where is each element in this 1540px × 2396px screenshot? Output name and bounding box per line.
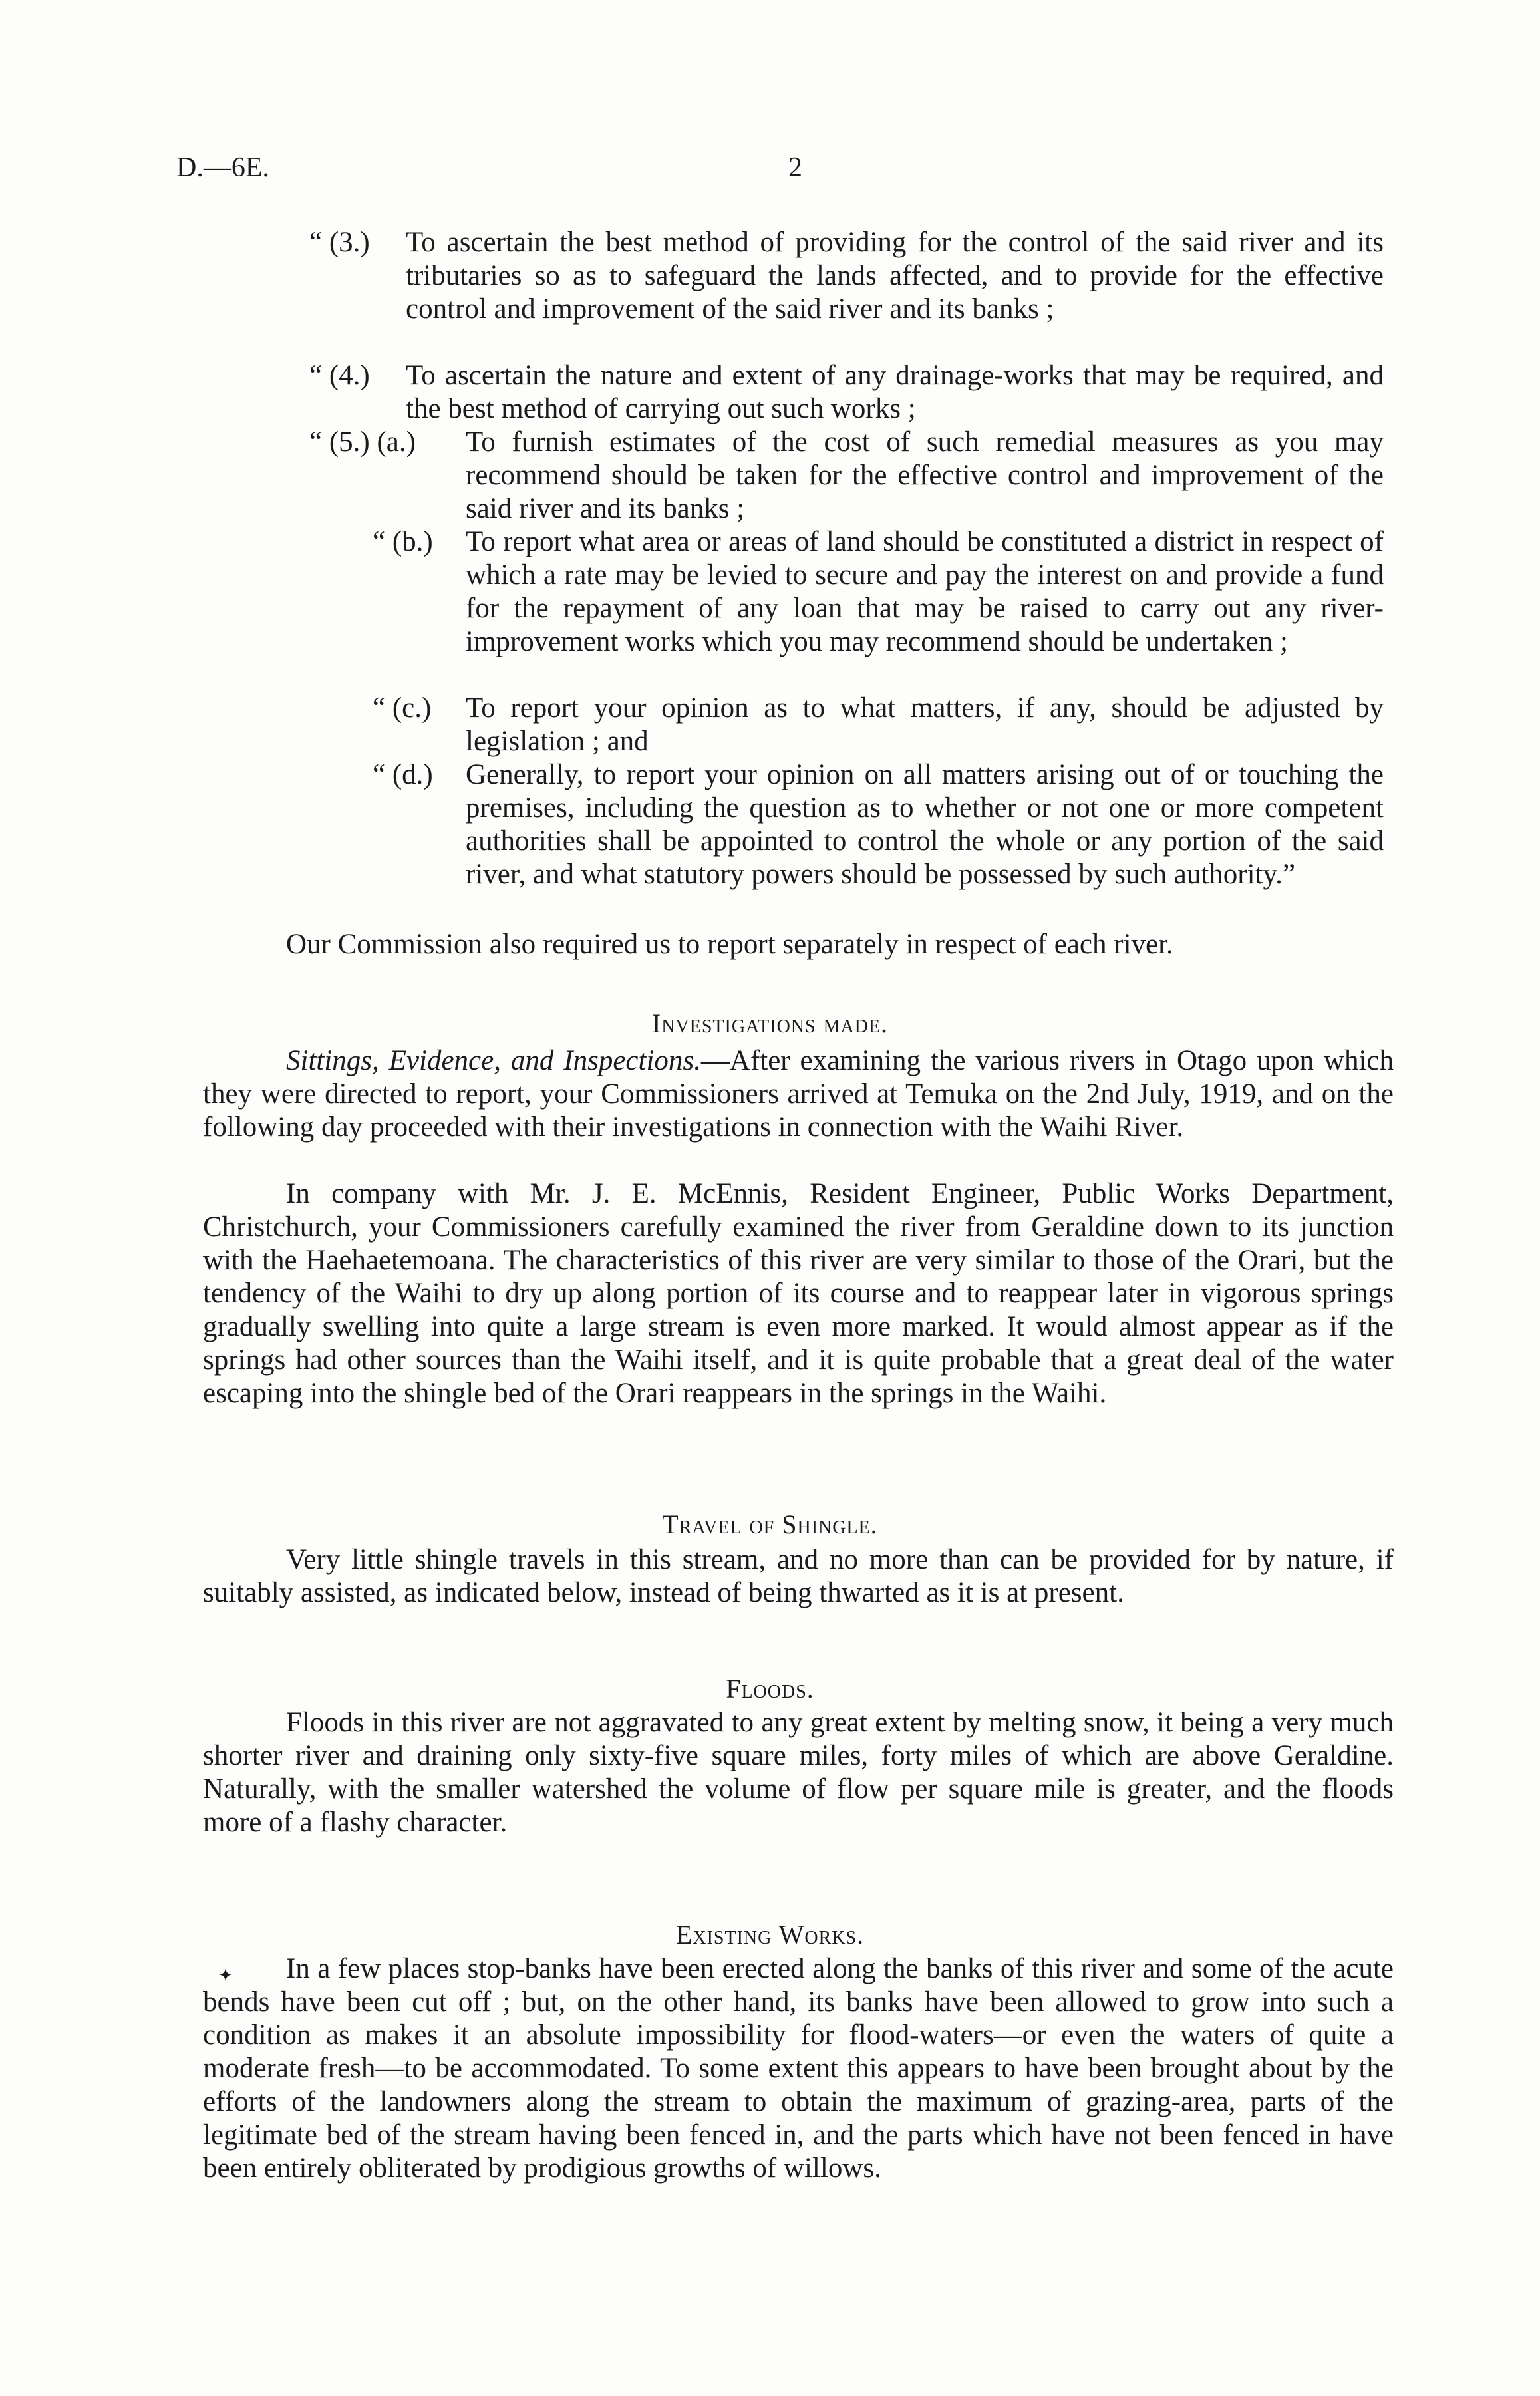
paragraph: Floods in this river are not aggravated to any great extent by melting snow, it being a very much shorter river and draining only sixty-five square miles, forty miles of which are above Geraldine. Naturally, with the smaller watershed the volume of flow per square mile is greater, and the floods more of a flashy character. [203, 1707, 1394, 1838]
paragraph [203, 1044, 1394, 1144]
clause-4 [406, 359, 1384, 426]
clause-5b [466, 525, 1384, 659]
clause-5c [466, 692, 1384, 758]
section-heading: Floods. [726, 1674, 814, 1704]
clause-label: “ (5.) (a.) [309, 426, 416, 458]
page-number: 2 [788, 152, 802, 183]
clause-label: “ (d.) [373, 759, 433, 790]
paragraph: In company with Mr. J. E. McEnnis, Resident Engineer, Public Works Department, Christchurch, your Commissioners carefully examined the river from Geraldine down to its junction with the Haehaetemoana. The characteristics of this river are very similar to those of the Orari, but the tendency of the Waihi to dry up along portion of its course and to reappear later in vigorous springs gradually swelling into quite a large stream is even more marked. It would almost appear as if the springs had other sources than the Waihi itself, and it is quite probable that a great deal of the water escaping into the shingle bed of the Orari reappears in the springs in the Waihi. [203, 1178, 1394, 1409]
clause-label: “ (b.) [373, 526, 433, 557]
paragraph: In a few places stop-banks have been erected along the banks of this river and some of the acute bends have been cut off ; but, on the other hand, its banks have been allowed to grow into such a condition as makes it an absolute impossibility for flood-waters—or even the waters of quite a moderate fresh—to be accommodated. To some extent this appears to have been brought about by the efforts of the landowners along the stream to obtain the maximum of grazing-area, parts of the legitimate bed of the stream having been fenced in, and the parts which have not been fenced in have been entirely obliterated by prodigious growths of willows. [203, 1953, 1394, 2184]
section-heading: Investigations made. [651, 1008, 889, 1038]
clause-label: “ (4.) [309, 360, 370, 391]
section-heading: Existing Works. [675, 1920, 865, 1950]
clause-5d [466, 758, 1384, 891]
document-reference: D.—6E. [176, 152, 269, 183]
clause-3 [406, 226, 1384, 326]
clause-label: “ (3.) [309, 227, 370, 258]
clause-text: To furnish estimates of the cost of such remedial measures as you may recommend should be taken for the effective control and improvement of the said river and its banks ; [466, 426, 1384, 524]
clause-text: To report your opinion as to what matters, if any, should be adjusted by legislation ; and [466, 692, 1384, 757]
clause-text: To ascertain the best method of providing for the control of the said river and its tributaries so as to safeguard the lands affected, and to provide for the effective control and improvement of the said river and its banks ; [406, 227, 1384, 325]
paragraph: Very little shingle travels in this stream, and no more than can be provided for by nature, if suitably assisted, as indicated below, instead of being thwarted as it is at present. [203, 1544, 1394, 1608]
clause-label: “ (c.) [373, 692, 432, 724]
clause-text: To ascertain the nature and extent of any drainage-works that may be required, and the best method of carrying out such works ; [406, 360, 1384, 424]
section-heading: Travel of Shingle. [662, 1509, 878, 1539]
paragraph-lead: Sittings, Evidence, and Inspections. [286, 1045, 701, 1076]
clause-text: Generally, to report your opinion on all matters arising out of or touching the premises, including the question as to whether or not one or more competent authorities shall be appointed to control the whole or any portion of the said river, and what statutory powers should be possessed by such authority.” [466, 759, 1384, 890]
clause-5a [466, 426, 1384, 525]
closing-sentence: Our Commission also required us to report separately in respect of each river. [286, 929, 1173, 960]
ink-mark-icon: ✦ [218, 1966, 233, 1985]
clause-text: To report what area or areas of land should be constituted a district in respect of which a rate may be levied to secure and pay the interest on and provide a fund for the repayment of any loan that may be raised to carry out any river-improvement works which you may recommend should be undertaken ; [466, 526, 1384, 657]
paragraph-text: —After examining the various rivers in Otago upon which they were directed to report, your Commissioners arrived at Temuka on the 2nd July, 1919, and on the following day proceeded with their investigations in connection with the Waihi River. [203, 1045, 1394, 1143]
